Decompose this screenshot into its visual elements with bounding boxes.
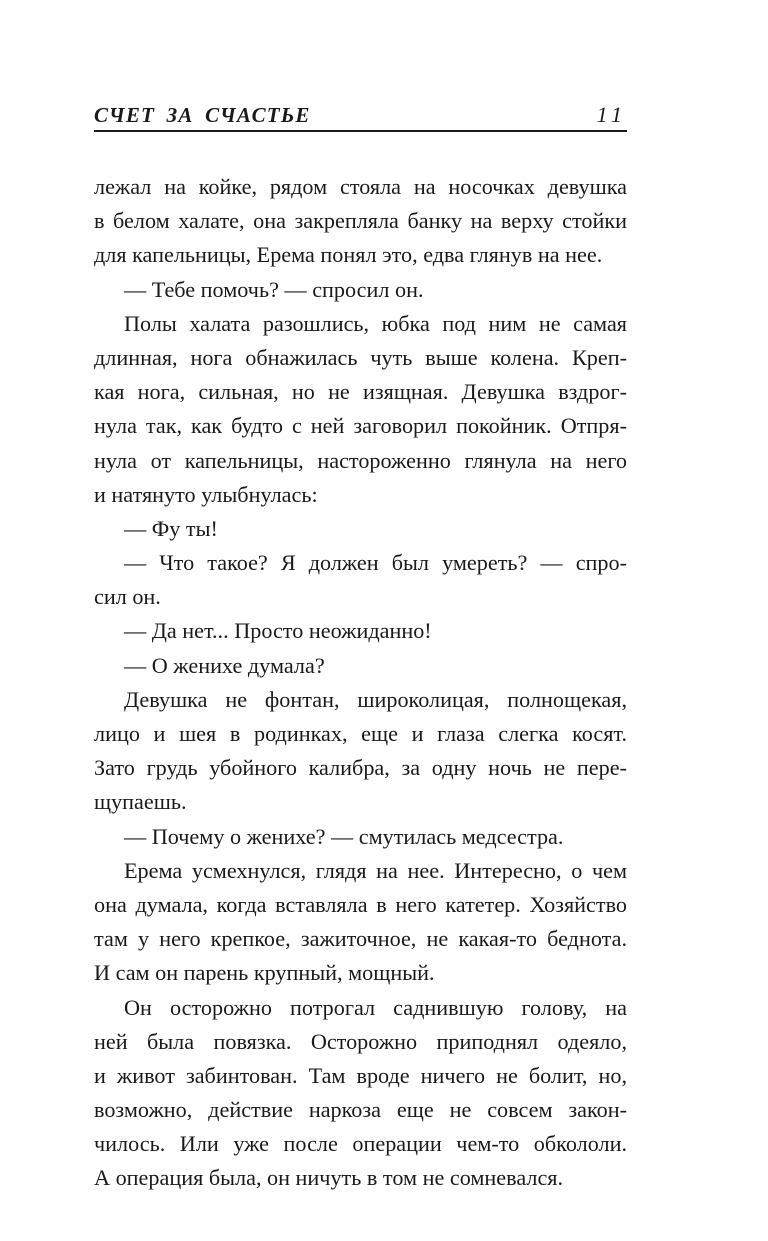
- text-line: — Тебе помочь? — спросил он.: [124, 276, 424, 302]
- text-line: лежал на койке, рядом стояла на носочках девушка: [94, 174, 627, 199]
- text-line: — Что такое? Я должен был умереть? — спро-: [124, 550, 627, 576]
- text-line: в белом халате, она закрепляла банку на верху стойки: [94, 208, 627, 234]
- text-line: и живот забинтован. Там вроде ничего не болит, но,: [94, 1062, 627, 1088]
- text-line: ней была повязка. Осторожно приподнял одеяло,: [94, 1028, 627, 1054]
- text-line: чилось. Или уже после операции чем-то обкололи.: [94, 1131, 627, 1157]
- text-line: нула так, как будто с ней заговорил покойник. Отпря-: [94, 413, 627, 439]
- text-line: кая нога, сильная, но не изящная. Девушка вздрог-: [94, 379, 627, 405]
- text-line: для капельницы, Ерема понял это, едва глянув на нее.: [94, 242, 603, 268]
- text-line: нула от капельницы, настороженно глянула на него: [94, 447, 627, 473]
- body-text: [94, 170, 627, 1196]
- text-line: Он осторожно потрогал саднившую голову, на: [124, 994, 627, 1020]
- page-number: 11: [596, 102, 627, 127]
- text-line: Полы халата разошлись, юбка под ним не самая: [124, 310, 627, 336]
- text-line: И сам он парень крупный, мощный.: [94, 960, 435, 986]
- book-title: СЧЕТ ЗА СЧАСТЬЕ: [94, 103, 311, 127]
- text-line: она думала, когда вставляла в него катетер. Хозяйство: [94, 891, 627, 917]
- text-line: Ерема усмехнулся, глядя на нее. Интересно, о чем: [124, 857, 627, 883]
- text-line: — Да нет... Просто неожиданно!: [124, 618, 432, 644]
- text-line: — О женихе думала?: [124, 652, 325, 678]
- text-line: сил он.: [94, 584, 161, 610]
- text-line: лицо и шея в родинках, еще и глаза слегка косят.: [94, 721, 627, 746]
- text-line: и натянуто улыбнулась:: [94, 481, 318, 507]
- text-line: длинная, нога обнажилась чуть выше колена. Креп-: [94, 344, 627, 370]
- running-header: [94, 100, 627, 132]
- text-line: — Почему о женихе? — смутилась медсестра.: [124, 823, 564, 849]
- text-line: — Фу ты!: [124, 515, 218, 541]
- text-line: Девушка не фонтан, широколицая, полнощекая,: [124, 686, 627, 712]
- text-line: Зато грудь убойного калибра, за одну ночь не пере-: [94, 755, 627, 781]
- text-line: А операция была, он ничуть в том не сомневался.: [94, 1165, 564, 1191]
- text-line: возможно, действие наркоза еще не совсем закон-: [94, 1097, 627, 1123]
- text-line: там у него крепкое, зажиточное, не какая-то беднота.: [94, 926, 627, 952]
- text-line: щупаешь.: [94, 789, 187, 815]
